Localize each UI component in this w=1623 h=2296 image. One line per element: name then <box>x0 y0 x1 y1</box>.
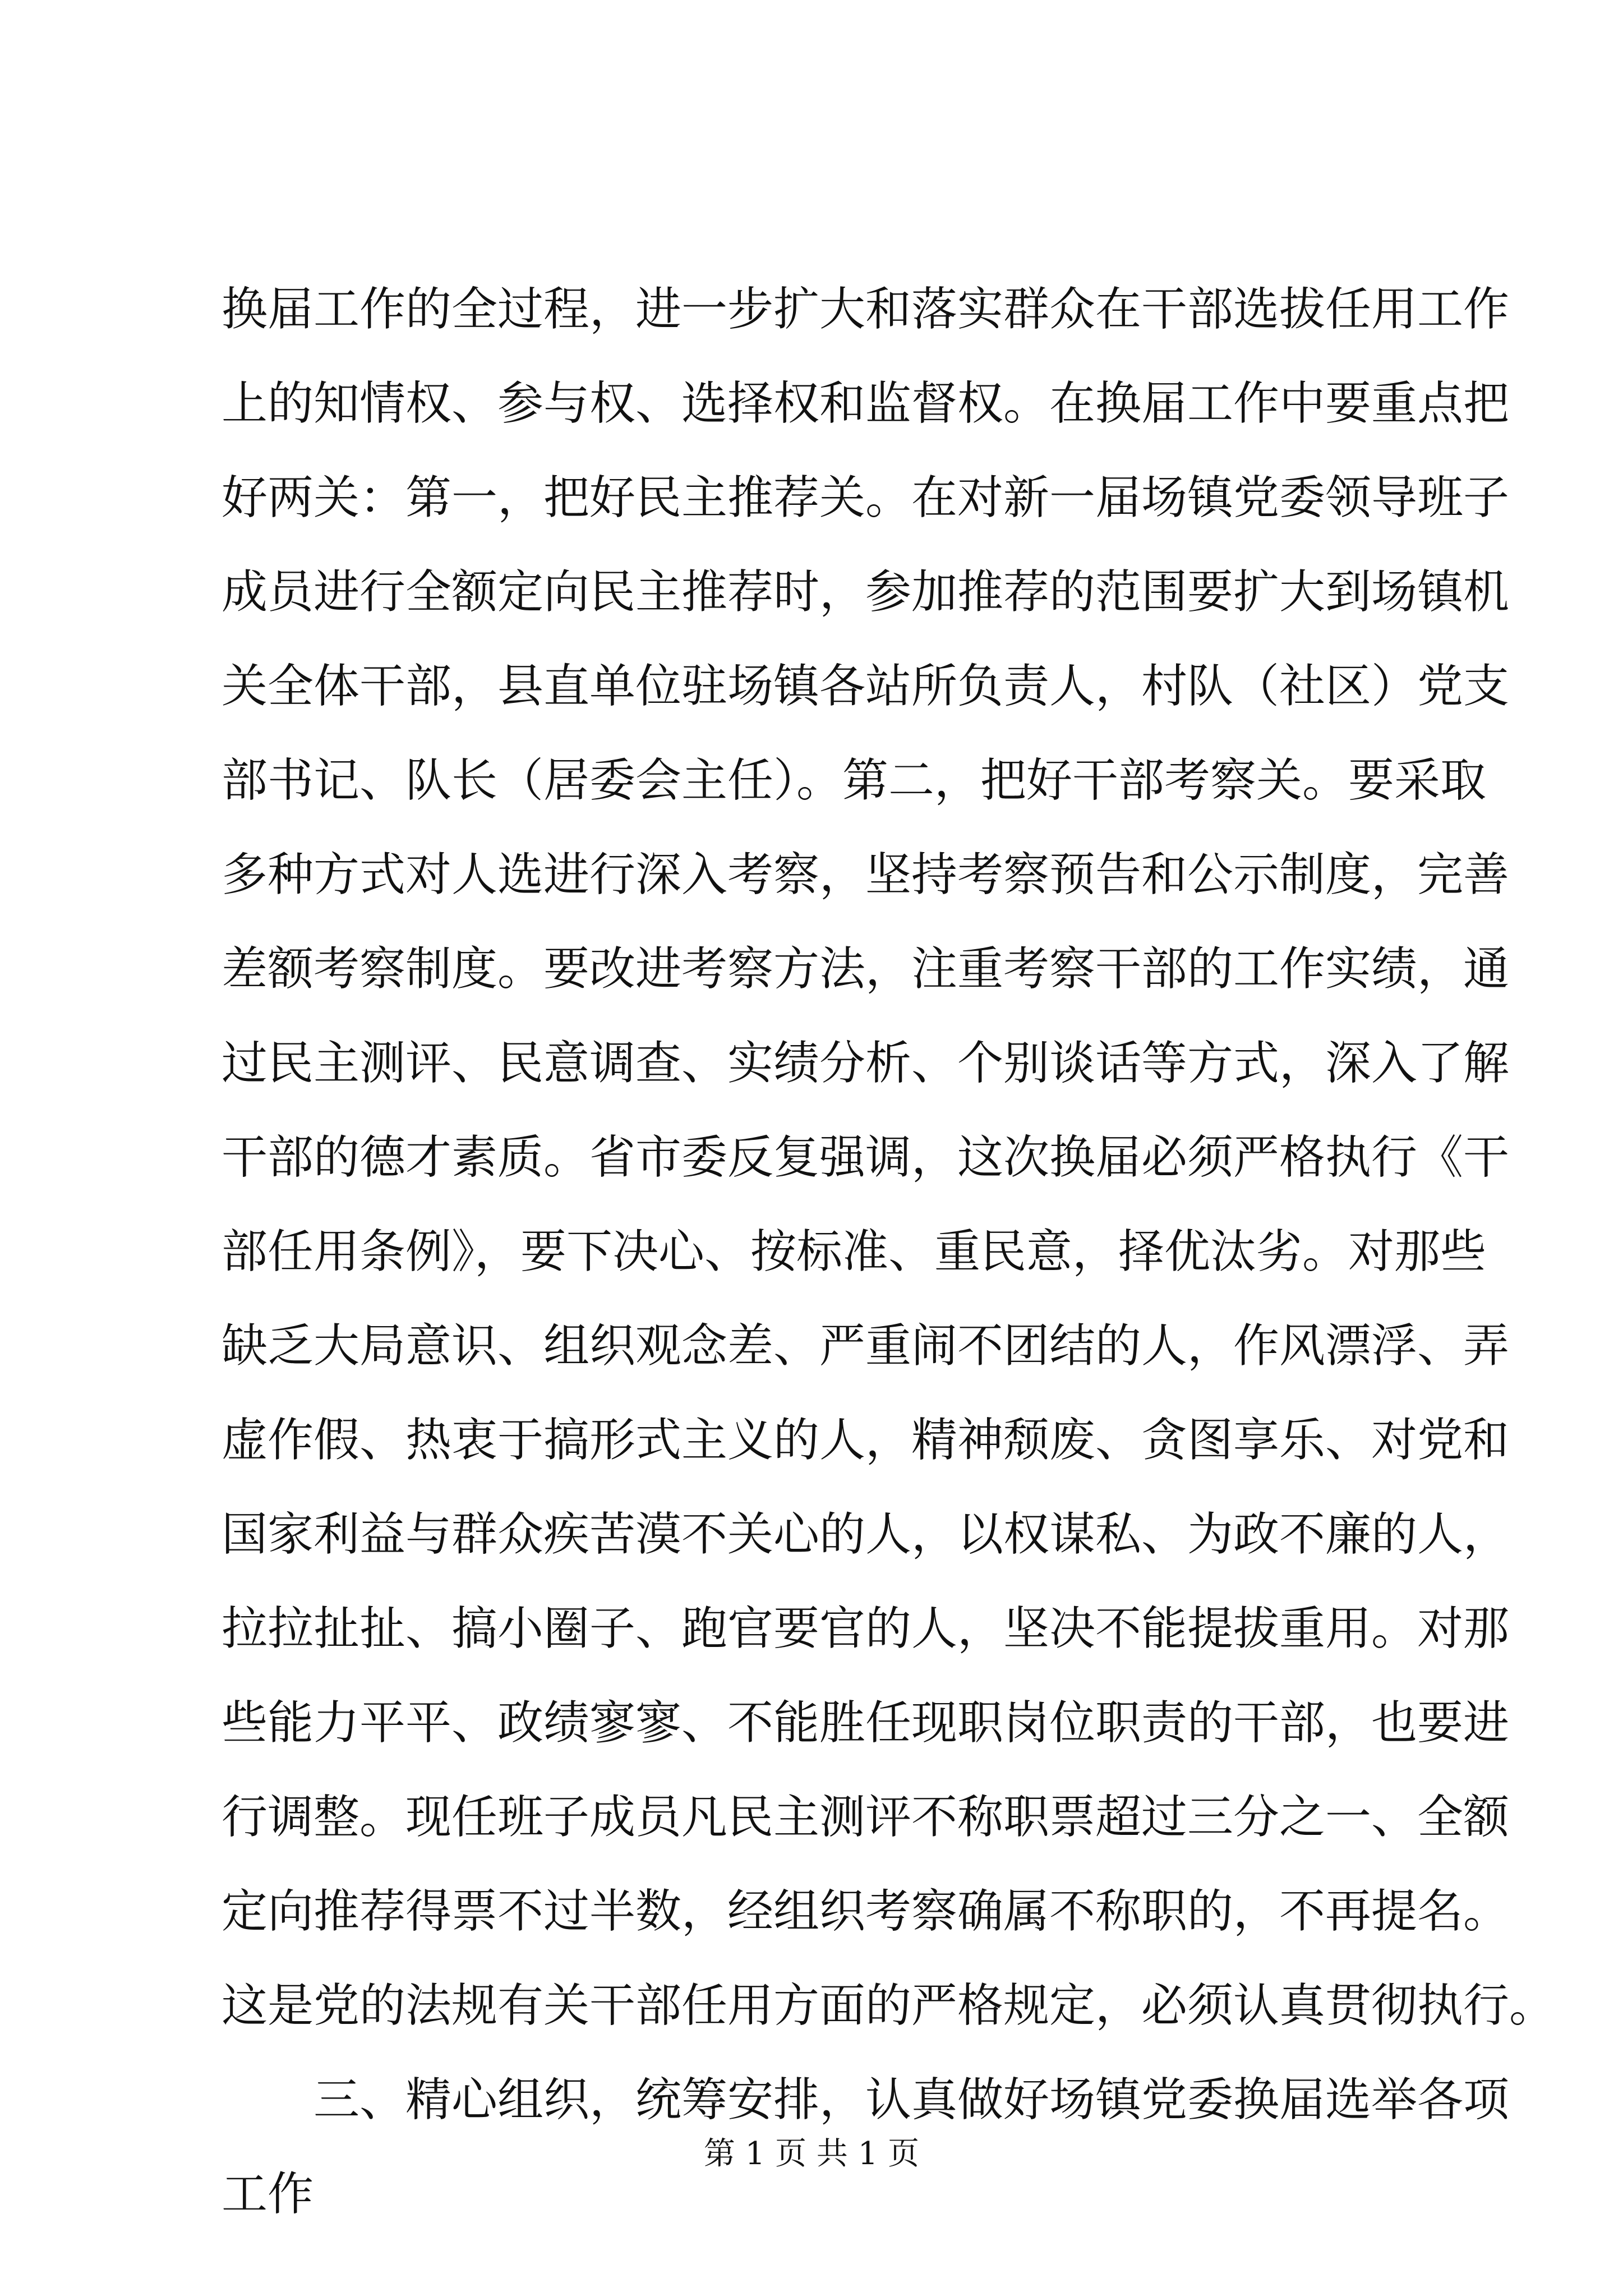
page-number: 第 1 页 共 1 页 <box>703 2136 920 2172</box>
text-line: 差额考察制度。要改进考察方法，注重考察干部的工作实绩，通 <box>222 942 1510 996</box>
text-line: 拉拉扯扯、搞小圈子、跑官要官的人，坚决不能提拔重用。对那 <box>222 1602 1510 1655</box>
text-line: 定向推荐得票不过半数，经组织考察确属不称职的，不再提名。 <box>222 1885 1510 1938</box>
text-line: 好两关：第一，把好民主推荐关。在对新一届场镇党委领导班子 <box>222 471 1510 524</box>
text-line: 这是党的法规有关干部任用方面的严格规定，必须认真贯彻执行。 <box>222 1979 1556 2032</box>
text-line: 过民主测评、民意调查、实绩分析、个别谈话等方式，深入了解 <box>222 1037 1510 1090</box>
text-line: 多种方式对人选进行深入考察，坚持考察预告和公示制度，完善 <box>222 848 1510 901</box>
page-footer <box>0 2132 1623 2177</box>
text-line: 缺乏大局意识、组织观念差、严重闹不团结的人，作风漂浮、弄 <box>222 1319 1510 1373</box>
text-line: 部任用条例》，要下决心、按标准、重民意，择优汰劣。对那些 <box>222 1225 1487 1278</box>
text-line: 部书记、队长（居委会主任）。第二，把好干部考察关。要采取 <box>222 754 1487 807</box>
text-line: 上的知情权、参与权、选择权和监督权。在换届工作中要重点把 <box>222 377 1510 430</box>
document-body <box>222 263 1556 2242</box>
section-heading-line: 工作 <box>222 2168 314 2221</box>
text-line: 关全体干部，县直单位驻场镇各站所负责人，村队（社区）党支 <box>222 660 1510 713</box>
text-line: 虚作假、热衷于搞形式主义的人，精神颓废、贪图享乐、对党和 <box>222 1414 1510 1467</box>
text-line: 国家利益与群众疾苦漠不关心的人，以权谋私、为政不廉的人， <box>222 1508 1510 1561</box>
text-line: 成员进行全额定向民主推荐时，参加推荐的范围要扩大到场镇机 <box>222 565 1510 619</box>
text-line: 行调整。现任班子成员凡民主测评不称职票超过三分之一、全额 <box>222 1791 1510 1844</box>
text-line: 干部的德才素质。省市委反复强调，这次换届必须严格执行《干 <box>222 1131 1510 1184</box>
section-heading-line: 三、精心组织，统筹安排，认真做好场镇党委换届选举各项 <box>313 2073 1510 2127</box>
text-line: 些能力平平、政绩寥寥、不能胜任现职岗位职责的干部，也要进 <box>222 1696 1510 1750</box>
text-line: 换届工作的全过程，进一步扩大和落实群众在干部选拔任用工作 <box>222 283 1510 336</box>
